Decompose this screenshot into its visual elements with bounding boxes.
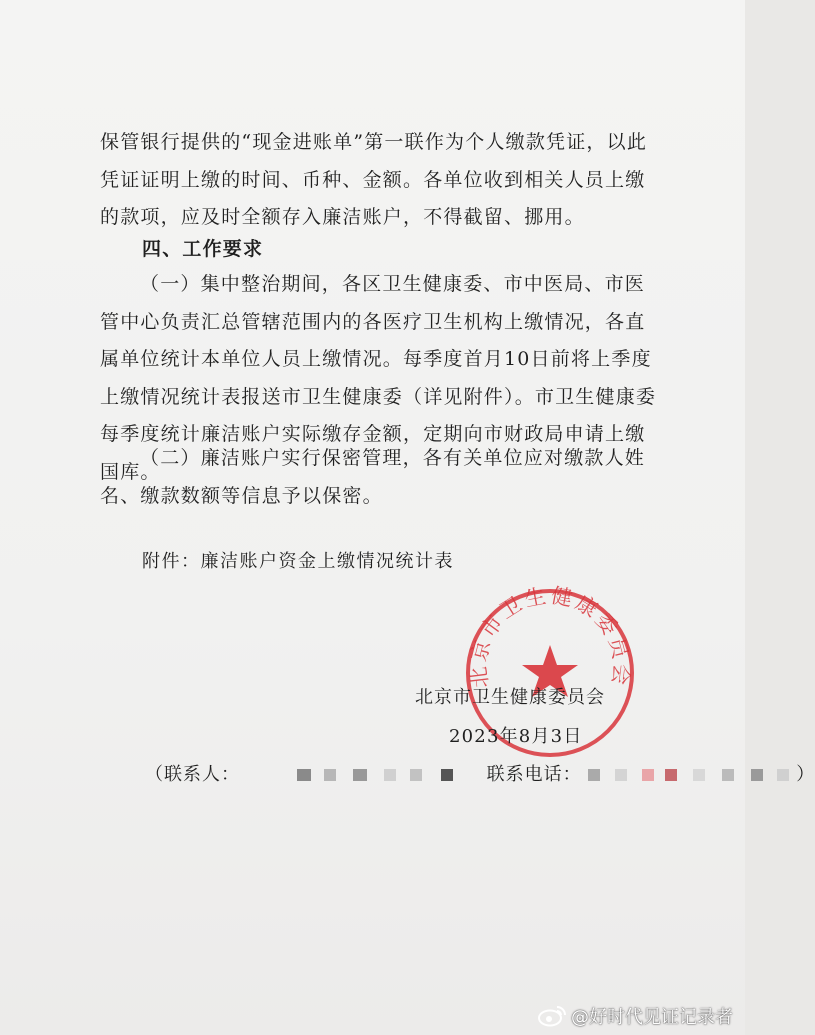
attachment-line: 附件：廉洁账户资金上缴情况统计表	[142, 551, 454, 572]
weibo-icon	[537, 1005, 567, 1027]
paragraph-3: （二）廉洁账户实行保密管理，各有关单位应对缴款人姓名、缴款数额等信息予以保密。	[100, 447, 646, 507]
watermark-text: @好时代见证记录者	[571, 1007, 733, 1028]
paragraph-2: （一）集中整治期间，各区卫生健康委、市中医局、市医管中心负责汇总管辖范围内的各医疗卫生机构上缴情况，各直属单位统计本单位人员上缴情况。每季度首月10日前将上季度上缴情况统计表报送市卫生健康委（详见附件）。市卫生健康委每季度统计廉洁账户实际缴存金额，定期向市财政局申请上缴国库。	[100, 273, 657, 483]
issuing-organization: 北京市卫生健康委员会	[415, 687, 605, 708]
contact-phone-label: 联系电话：	[486, 764, 582, 785]
section-heading: 四、工作要求	[142, 238, 264, 260]
contact-line	[145, 760, 815, 786]
seal-text: 北京市卫生健康委员会	[466, 583, 634, 690]
redacted-phone	[588, 764, 789, 785]
paragraph-1: 保管银行提供的“现金进账单”第一联作为个人缴款凭证，以此凭证证明上缴的时间、币种、金额。各单位收到相关人员上缴的款项，应及时全额存入廉洁账户，不得截留、挪用。	[100, 131, 648, 228]
redacted-name	[297, 764, 453, 785]
contact-close: ）	[796, 764, 815, 785]
issue-date: 2023年8月3日	[449, 726, 583, 747]
watermark	[537, 1003, 733, 1029]
contact-person-label: （联系人：	[145, 764, 240, 785]
